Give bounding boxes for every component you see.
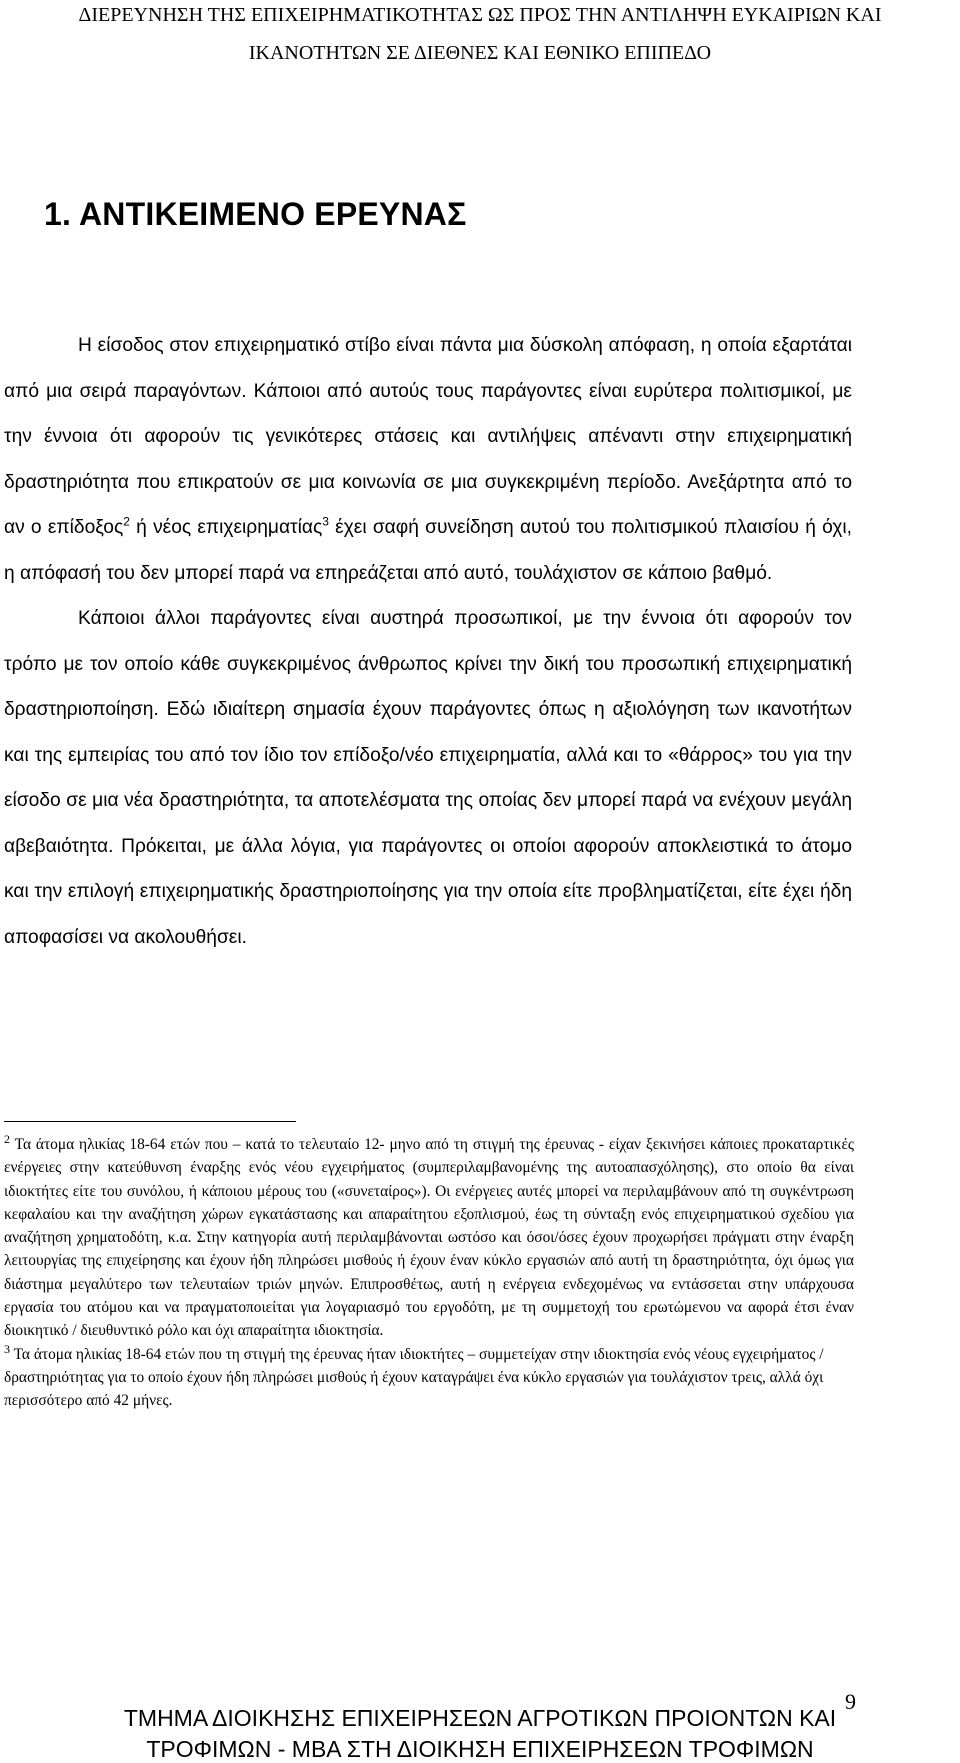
paragraph-1-part-a: Η είσοδος στον επιχειρηματικό στίβο είναι πάντα μια δύσκολη απόφαση, η οποία εξαρτάται από μια σειρά παραγόντων. Κάποιοι από αυτούς τους παράγοντες είναι ευρύτερα πολιτισμικοί, με την έννοια ότι αφορούν τις γενικότερες στάσεις και αντιλήψεις απέναντι στην επιχειρηματική δραστηριότητα που επικρατούν σε μια κοινωνία σε μια συγκεκριμένη περίοδο. Ανεξάρτητα από το αν ο επίδοξος xyxy=(4,335,852,538)
footnote-2 xyxy=(4,1133,854,1343)
paragraph-1-part-c: έχει σαφή συνείδηση αυτού του πολιτισμικού πλαισίου ή όχι, η απόφασή του δεν μπορεί παρά να επηρεάζεται από αυτό, τουλάχιστον σε κάποιο βαθμό. xyxy=(4,517,852,584)
running-footer-line2: ΤΡΟΦΙΜΩΝ - MBA ΣΤΗ ΔΙΟΙΚΗΣΗ ΕΠΙΧΕΙΡΗΣΕΩΝ ΤΡΟΦΙΜΩΝ xyxy=(146,1736,814,1762)
paragraph-1-part-b: ή νέος επιχειρηματίας xyxy=(129,517,323,538)
paragraph-2: Κάποιοι άλλοι παράγοντες είναι αυστηρά προσωπικοί, με την έννοια ότι αφορούν τον τρόπο με τον οποίο κάθε συγκεκριμένος άνθρωπος κρίνει την δική του προσωπική επιχειρηματική δραστηριοποίηση. Εδώ ιδιαίτερη σημασία έχουν παράγοντες όπως η αξιολόγηση των ικανοτήτων και της εμπειρίας του από τον ίδιο τον επίδοξο/νέο επιχειρηματία, αλλά και το «θάρρος» του για την είσοδο σε μια νέα δραστηριότητα, τα αποτελέσματα της οποίας δεν μπορεί παρά να ενέχουν μεγάλη αβεβαιότητα. Πρόκειται, με άλλα λόγια, για παράγοντες οι οποίοι αφορούν αποκλειστικά το άτομο και την επιλογή επιχειρηματικής δραστηριοποίησης για την οποία είτε προβληματίζεται, είτε έχει ήδη αποφασίσει να ακολουθήσει. xyxy=(4,608,852,948)
running-header-line2: ΙΚΑΝΟΤΗΤΩΝ ΣΕ ΔΙΕΘΝΕΣ ΚΑΙ ΕΘΝΙΚΟ ΕΠΙΠΕΔΟ xyxy=(248,42,712,64)
section-title: 1. ΑΝΤΙΚΕΙΜΕΝΟ ΕΡΕΥΝΑΣ xyxy=(44,196,467,232)
footnote-ref-3[interactable]: 3 xyxy=(322,514,329,529)
running-footer-line1: ΤΜΗΜΑ ΔΙΟΙΚΗΣΗΣ ΕΠΙΧΕΙΡΗΣΕΩΝ ΑΓΡΟΤΙΚΩΝ ΠΡΟΙΟΝΤΩΝ ΚΑΙ xyxy=(123,1705,837,1731)
footnotes xyxy=(4,1133,854,1413)
page-number: 9 xyxy=(845,1689,856,1714)
footnote-2-number: 2 xyxy=(4,1131,10,1146)
footnote-separator xyxy=(4,1121,296,1122)
running-header-line1: ΔΙΕΡΕΥΝΗΣΗ ΤΗΣ ΕΠΙΧΕΙΡΗΜΑΤΙΚΟΤΗΤΑΣ ΩΣ ΠΡΟΣ ΤΗΝ ΑΝΤΙΛΗΨΗ ΕΥΚΑΙΡΙΩΝ ΚΑΙ xyxy=(78,4,882,26)
body-text xyxy=(4,323,852,960)
footnote-3-text: Τα άτομα ηλικίας 18-64 ετών που τη στιγμή της έρευνας ήταν ιδιοκτήτες – συμμετείχαν στην ιδιοκτησία ενός νέους εγχειρήματος / δραστηριότητας για το οποίο έχουν ήδη πληρώσει μισθούς ή έχουν καταγράψει ένα κύκλο εργασιών για τουλάχιστον τρεις, αλλά όχι περισσότερο από 42 μήνες. xyxy=(4,1345,824,1410)
footnote-2-text: Τα άτομα ηλικίας 18-64 ετών που – κατά το τελευταίο 12- μηνο από τη στιγμή της έρευνας - είχαν ξεκινήσει κάποιες προκαταρτικές ενέργειες στην κατεύθυνση έναρξης ενός νέου εγχειρήματος (συμπεριλαμβανομένης της αυτοαπασχόλησης), στο οποίο θα είναι ιδιοκτήτες είτε του συνόλου, ή κάποιου μέρους του («συνεταίρος»). Οι ενέργειες αυτές μπορεί να περιλαμβάνουν από τη συγκέντρωση κεφαλαίου και την αναζήτηση χώρων εγκατάστασης και απαραίτητου εξοπλισμού, έως τη σύνταξη ενός επιχειρηματικού σχεδίου για αναζήτηση χρηματοδότη, κ.α. Στην κατηγορία αυτή περιλαμβάνονται ωστόσο και όσοι/όσες έχουν προχωρήσει πράγματι στην έναρξη λειτουργίας της επιχείρησης και έχουν ήδη πληρώσει μισθούς ή έχουν έναν κύκλο εργασιών από αυτή τη δραστηριότητα, όχι όμως για διάστημα μεγαλύτερο των τελευταίων τριών μηνών. Επιπροσθέτως, αυτή η ενέργεια ενδεχομένως να εντάσσεται στην υπάρχουσα εργασία του ατόμου και να πραγματοποιείται για λογαριασμό του εργοδότη, με τη συμμετοχή του ερωτώμενου να αφορά έτσι έναν διοικητικό / διευθυντικό ρόλο και όχι απαραίτητα ιδιοκτησία. xyxy=(4,1136,854,1340)
paragraph-1 xyxy=(4,323,852,596)
footnote-3 xyxy=(4,1343,854,1413)
footnote-ref-2[interactable]: 2 xyxy=(123,514,130,529)
footnote-3-number: 3 xyxy=(4,1341,10,1356)
